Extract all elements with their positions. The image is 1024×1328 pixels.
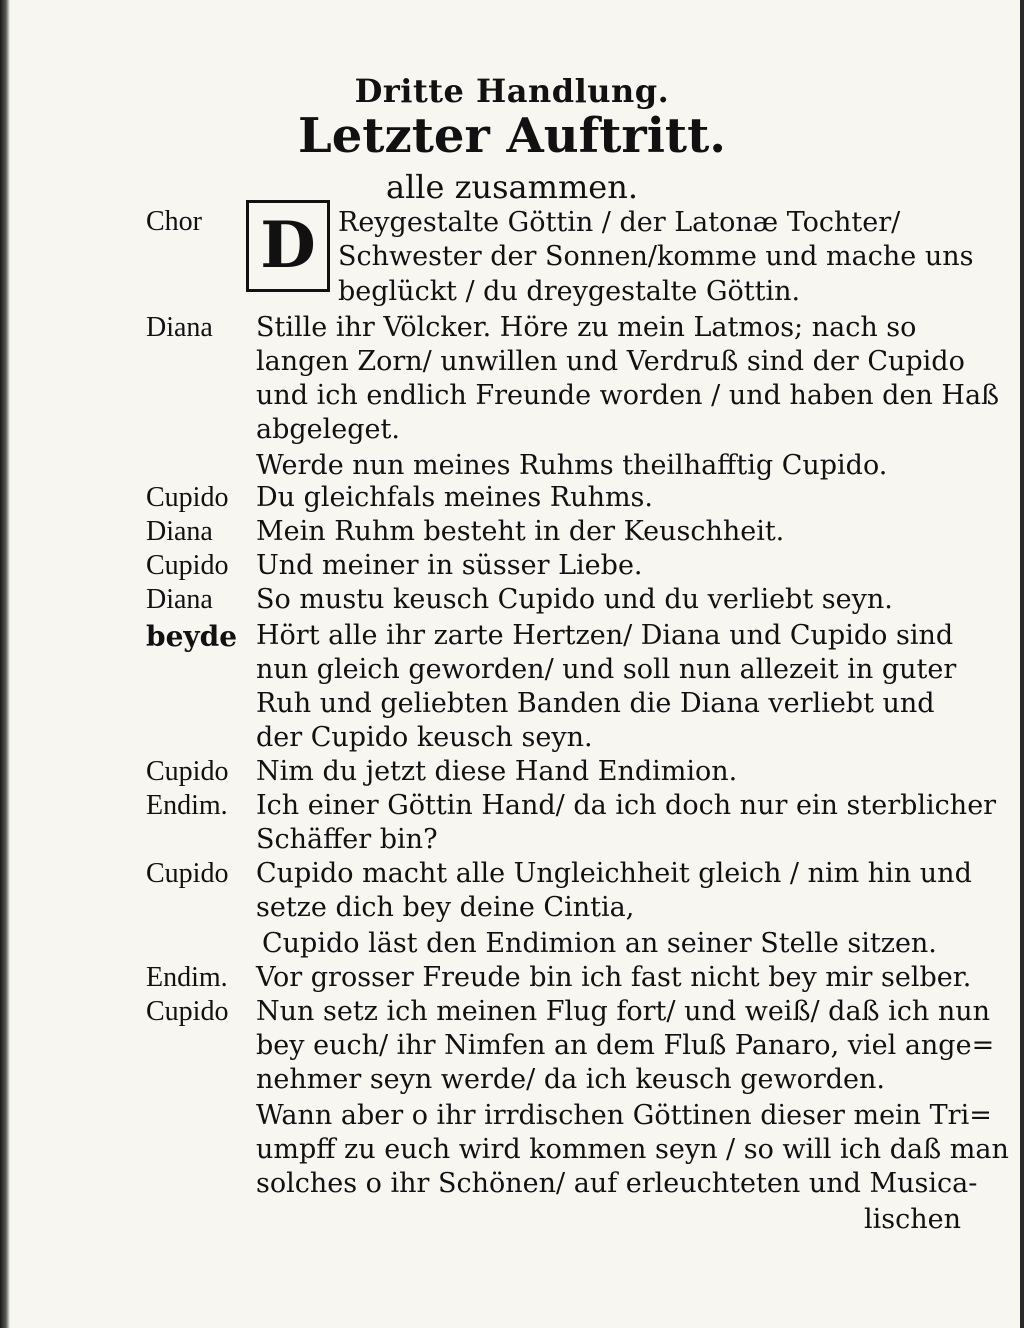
speaker-diana: Diana	[146, 584, 213, 615]
text-line: Du gleichfals meines Ruhms.	[256, 482, 653, 513]
text-line: setze dich bey deine Cintia,	[256, 892, 635, 923]
text-line: beglückt / du dreygestalte Göttin.	[338, 276, 801, 307]
text-line: Mein Ruhm besteht in der Keuschheit.	[256, 516, 785, 547]
catchword: lischen	[864, 1204, 962, 1235]
text-line: Hört alle ihr zarte Hertzen/ Diana und Cupido sind	[256, 620, 954, 651]
text-line: Schäffer bin?	[256, 824, 438, 855]
text-line: langen Zorn/ unwillen und Verdruß sind der Cupido	[256, 346, 965, 377]
dropcap-letter: D	[260, 208, 316, 283]
text-line: Nim du jetzt diese Hand Endimion.	[256, 756, 738, 787]
text-line: bey euch/ ihr Nimfen an dem Fluß Panaro, viel ange=	[256, 1030, 995, 1061]
text-line: abgeleget.	[256, 414, 400, 445]
text-line: der Cupido keusch seyn.	[256, 722, 593, 753]
text-line: Wann aber o ihr irrdischen Göttinen dieser mein Tri=	[256, 1100, 992, 1131]
text-line: Nun setz ich meinen Flug fort/ und weiß/ daß ich nun	[256, 996, 991, 1027]
text-line: nun gleich geworden/ und soll nun allezeit in guter	[256, 654, 957, 685]
speaker-cupido: Cupido	[146, 550, 229, 581]
speaker-endim: Endim.	[146, 962, 228, 993]
text-line: Schwester der Sonnen/komme und mache uns	[338, 241, 974, 272]
speaker-cupido: Cupido	[146, 858, 229, 889]
speaker-diana: Diana	[146, 516, 213, 547]
text-line: nehmer seyn werde/ da ich keusch geworden.	[256, 1064, 885, 1095]
decorated-initial	[246, 200, 330, 292]
speaker-cupido: Cupido	[146, 756, 229, 787]
text-line: Stille ihr Völcker. Höre zu mein Latmos; nach so	[256, 312, 917, 343]
text-line: Und meiner in süsser Liebe.	[256, 550, 643, 581]
text-line: Cupido macht alle Ungleichheit gleich / nim hin und	[256, 858, 972, 889]
text-line: Vor grosser Freude bin ich fast nicht bey mir selber.	[256, 962, 972, 993]
text-line: Ich einer Göttin Hand/ da ich doch nur ein sterblicher	[256, 790, 997, 821]
text-line: und ich endlich Freunde worden / und haben den Haß	[256, 380, 1000, 411]
text-line: Reygestalte Göttin / der Latonæ Tochter/	[338, 207, 901, 238]
text-line: umpff zu euch wird kommen seyn / so will ich daß man	[256, 1134, 1009, 1165]
speaker-cupido: Cupido	[146, 482, 229, 513]
speaker-endim: Endim.	[146, 790, 228, 821]
cast-heading: alle zusammen.	[385, 168, 639, 206]
text-line: Werde nun meines Ruhms theilhafftig Cupido.	[256, 450, 888, 481]
speaker-cupido: Cupido	[146, 996, 229, 1027]
text-line: Ruh und geliebten Banden die Diana verliebt und	[256, 688, 935, 719]
speaker-beyde: beyde	[146, 620, 238, 653]
speaker-diana: Diana	[146, 312, 213, 343]
speaker-chor: Chor	[146, 206, 202, 237]
scene-heading: Letzter Auftritt.	[298, 108, 726, 164]
stage-direction: Cupido läst den Endimion an seiner Stelle sitzen.	[262, 928, 937, 959]
text-line: So mustu keusch Cupido und du verliebt seyn.	[256, 584, 893, 615]
act-heading: Dritte Handlung.	[354, 72, 670, 110]
text-line: solches o ihr Schönen/ auf erleuchteten und Musica-	[256, 1168, 978, 1199]
